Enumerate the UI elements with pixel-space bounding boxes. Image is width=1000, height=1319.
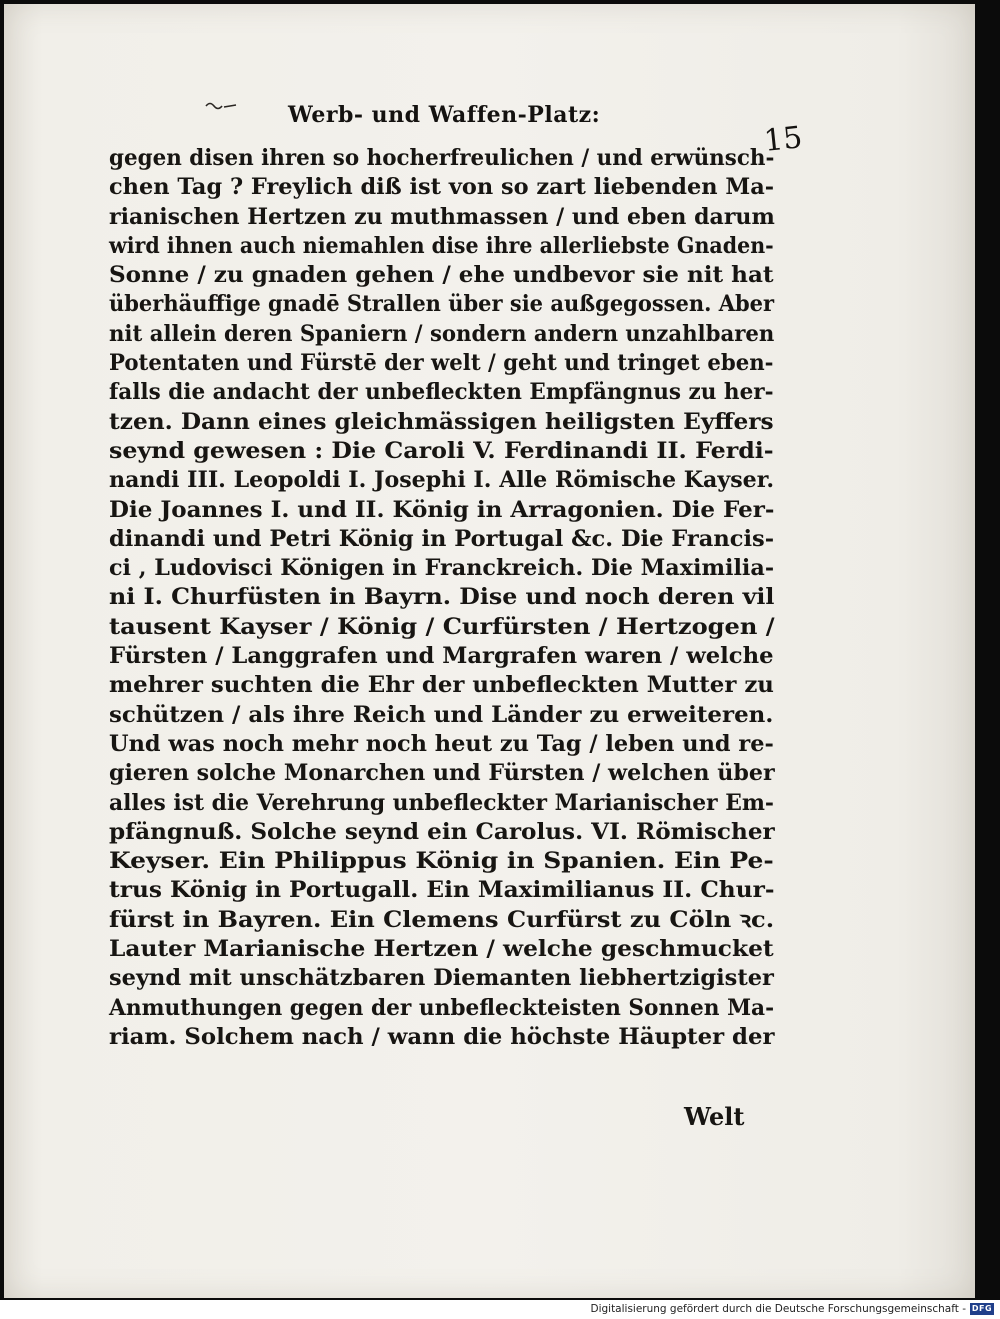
catchword: Welt [684, 1102, 745, 1131]
footer-credit [590, 1300, 994, 1317]
body-text [109, 144, 774, 1052]
text-line: alles ist die Verehrung unbefleckter Marianischer Em- [109, 789, 774, 816]
text-line: Die Joannes I. und II. König in Arragonien. Die Fer- [109, 496, 775, 523]
text-line: pfängnuß. Solche seynd ein Carolus. VI. Römischer [109, 818, 775, 845]
text-line: mehrer suchten die Ehr der unbefleckten Mutter zu [109, 672, 774, 699]
text-line: tzen. Dann eines gleichmässigen heiligsten Eyffers [109, 408, 774, 435]
book-page [4, 4, 975, 1298]
text-line: riam. Solchem nach / wann die höchste Häupter der [109, 1023, 775, 1050]
footer-text: Digitalisierung gefördert durch die Deutsche Forschungsgemeinschaft - [590, 1302, 966, 1315]
text-line: rianischen Hertzen zu muthmassen / und eben darum [109, 203, 775, 230]
text-line: ci , Ludovisci Königen in Franckreich. Die Maximilia- [109, 555, 775, 582]
text-line: Und was noch mehr noch heut zu Tag / leben und re- [109, 730, 774, 757]
page-number: 15 [762, 120, 804, 159]
dfg-logo-icon: DFG [971, 1303, 993, 1313]
text-line: überhäuffige gnadē Strallen über sie außgegossen. Aber [109, 291, 775, 318]
ornament-icon [204, 100, 238, 112]
text-line: gegen disen ihren so hocherfreulichen / und erwünsch- [109, 145, 775, 171]
text-line: nandi III. Leopoldi I. Josephi I. Alle Römische Kayser. [109, 467, 775, 494]
running-head: Werb- und Waffen-Platz: [288, 102, 601, 128]
text-line: chen Tag ? Freylich diß ist von so zart liebenden Ma- [109, 174, 775, 201]
text-line: dinandi und Petri König in Portugal &c. Die Francis- [109, 525, 775, 552]
text-line: seynd mit unschätzbaren Diemanten liebhertzigister [109, 965, 774, 992]
text-line: gieren solche Monarchen und Fürsten / welchen über [109, 760, 775, 787]
text-line: schützen / als ihre Reich und Länder zu erweiteren. [109, 701, 774, 728]
text-line: Fürsten / Langgrafen und Margrafen waren / welche [109, 643, 774, 670]
text-line: Sonne / zu gnaden gehen / ehe undbevor sie nit hat [109, 262, 774, 289]
text-line: nit allein deren Spaniern / sondern andern unzahlbaren [109, 320, 775, 347]
text-line: fürst in Bayren. Ein Clemens Curfürst zu Cöln ꝛc. [109, 906, 775, 933]
text-line: falls die andacht der unbefleckten Empfängnus zu her- [109, 379, 774, 406]
text-line: wird ihnen auch niemahlen dise ihre allerliebste Gnaden- [109, 232, 774, 259]
text-line: Anmuthungen gegen der unbefleckteisten Sonnen Ma- [109, 994, 775, 1021]
text-line: seynd gewesen : Die Caroli V. Ferdinandi II. Ferdi- [109, 437, 774, 464]
text-line: Potentaten und Fürstē der welt / geht und tringet eben- [109, 350, 774, 377]
text-line: Keyser. Ein Philippus König in Spanien. Ein Pe- [109, 848, 774, 875]
text-line: ni I. Churfüsten in Bayrn. Dise und noch deren vil [109, 584, 775, 611]
text-line: tausent Kayser / König / Curfürsten / Hertzogen / [109, 613, 775, 640]
text-line: trus König in Portugall. Ein Maximilianus II. Chur- [109, 877, 775, 904]
text-line: Lauter Marianische Hertzen / welche geschmucket [109, 936, 774, 963]
